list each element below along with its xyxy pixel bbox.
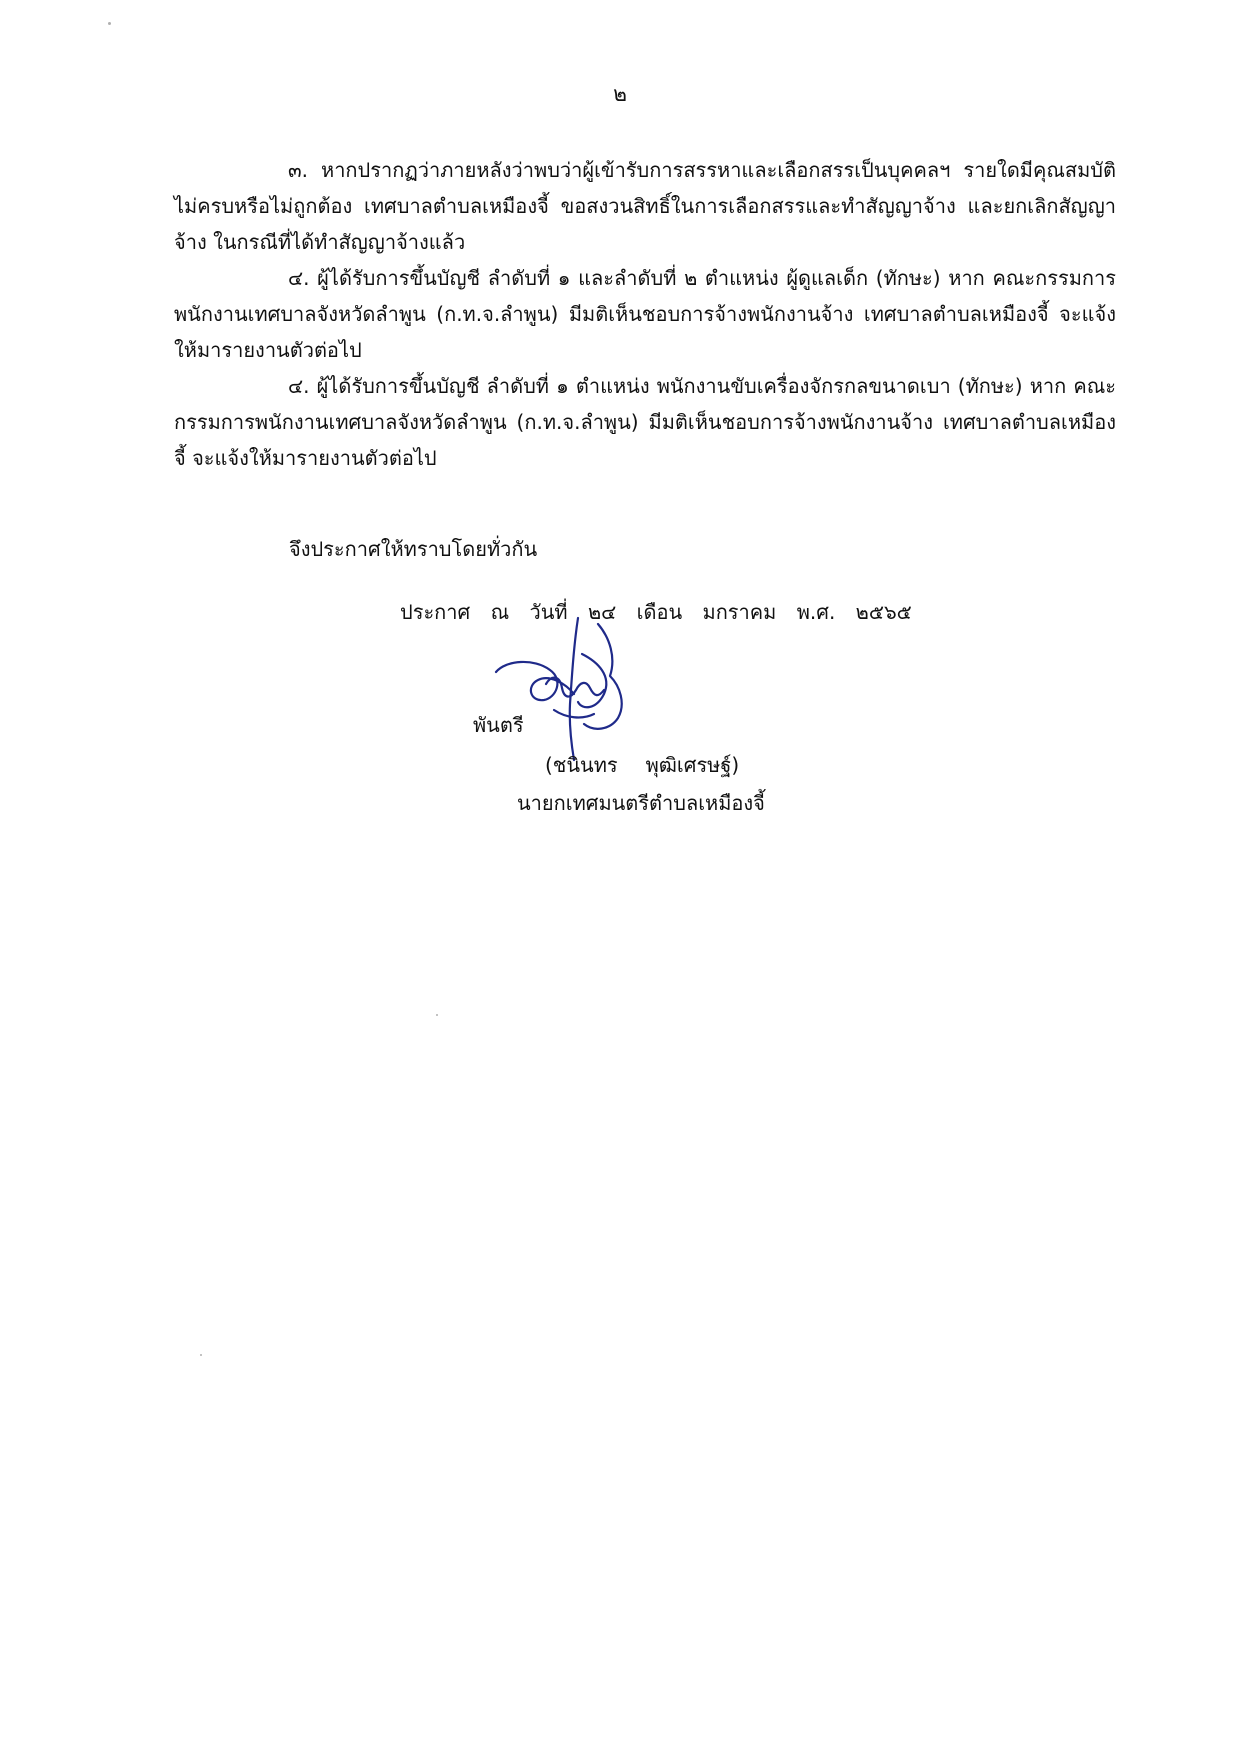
closing-statement: จึงประกาศให้ทราบโดยทั่วกัน	[289, 537, 538, 561]
signer-rank: พันตรี	[473, 713, 524, 737]
paragraph-disqualification: ๓. หากปรากฏว่าภายหลังว่าพบว่าผู้เข้ารับการสรรหาและเลือกสรรเป็นบุคคลฯ รายใดมีคุณสมบัติไม่ครบหรือไม่ถูกต้อง เทศบาลตำบลเหมืองจี้ ขอสงวนสิทธิ์ในการเลือกสรรและทำสัญญาจ้าง และยกเลิกสัญญาจ้าง ในกรณีที่ได้ทำสัญญาจ้างแล้ว	[174, 158, 1116, 254]
era-label: พ.ศ.	[796, 600, 836, 624]
paragraph-childcare-position: ๔. ผู้ได้รับการขึ้นบัญชี ลำดับที่ ๑ และลำดับที่ ๒ ตำแหน่ง ผู้ดูแลเด็ก (ทักษะ) หาก คณะกรรมการพนักงานเทศบาลจังหวัดลำพูน (ก.ท.จ.ลำพูน) มีมติเห็นชอบการจ้างพนักงานจ้าง เทศบาลตำบลเหมืองจี้ จะแจ้งให้มารายงานตัวต่อไป	[174, 266, 1116, 362]
month-value: มกราคม	[702, 600, 777, 624]
at-word: ณ	[490, 600, 510, 624]
scan-speck	[108, 22, 111, 25]
scan-speck	[436, 1014, 438, 1016]
day-value: ๒๔	[587, 600, 617, 624]
page-number: ๒	[613, 82, 627, 106]
signer-first-name: (ชนินทร	[545, 753, 618, 777]
announcement-date	[400, 596, 926, 628]
announcement-body	[174, 152, 1116, 476]
scan-speck	[200, 1354, 202, 1356]
signer-last-name: พุฒิเศรษฐ์)	[645, 753, 740, 777]
paragraph-machine-operator-position: ๔. ผู้ได้รับการขึ้นบัญชี ลำดับที่ ๑ ตำแหน่ง พนักงานขับเครื่องจักรกลขนาดเบา (ทักษะ) หาก คณะกรรมการพนักงานเทศบาลจังหวัดลำพูน (ก.ท.จ.ลำพูน) มีมติเห็นชอบการจ้างพนักงานจ้าง เทศบาลตำบลเหมืองจี้ จะแจ้งให้มารายงานตัวต่อไป	[174, 374, 1116, 470]
signer-position: นายกเทศมนตรีตำบลเหมืองจี้	[517, 791, 765, 815]
announce-word: ประกาศ	[400, 600, 471, 624]
day-label: วันที่	[529, 600, 568, 624]
month-label: เดือน	[636, 600, 683, 624]
year-value: ๒๕๖๕	[855, 600, 912, 624]
signer-full-name	[545, 749, 739, 781]
